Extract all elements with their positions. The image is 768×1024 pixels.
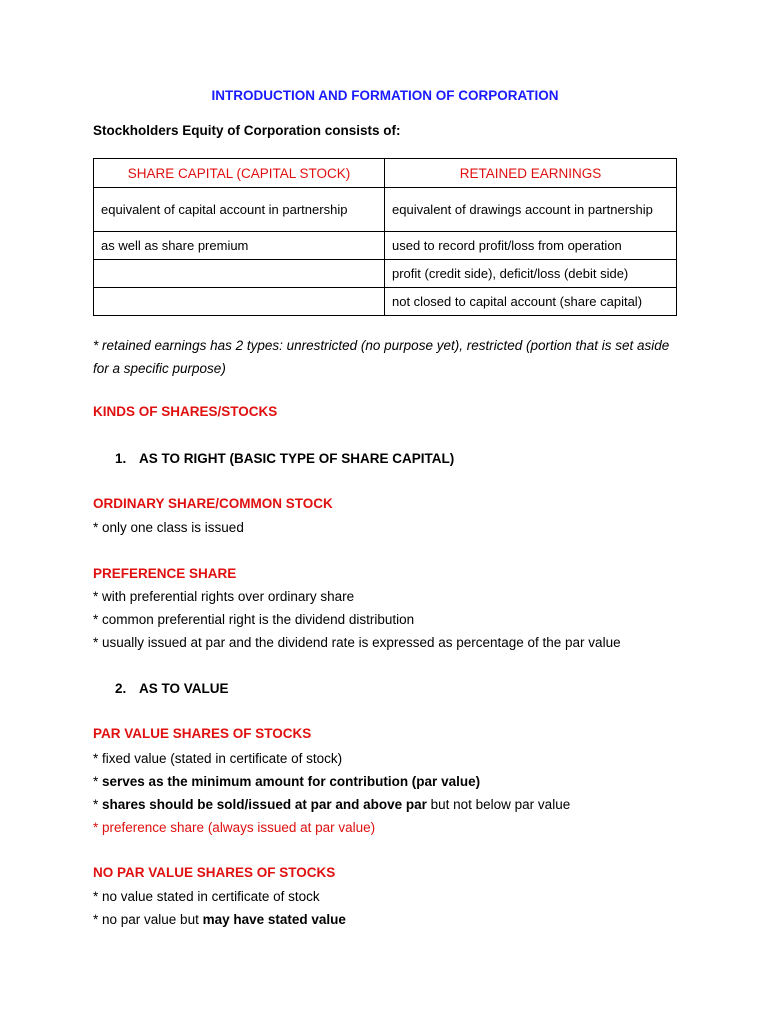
list-item — [93, 774, 480, 789]
kinds-heading: KINDS OF SHARES/STOCKS — [93, 404, 278, 419]
list-item: * no value stated in certificate of stock — [93, 889, 320, 904]
list-item: * only one class is issued — [93, 520, 244, 535]
table-cell: as well as share premium — [94, 232, 385, 260]
list-item: * preference share (always issued at par value) — [93, 820, 376, 835]
table-cell: equivalent of capital account in partnership — [94, 188, 385, 232]
table-cell: equivalent of drawings account in partnership — [385, 188, 677, 232]
table-row — [94, 232, 677, 260]
list-item — [93, 912, 346, 927]
table-row — [94, 288, 677, 316]
table-header-row — [94, 159, 677, 188]
section-title: AS TO RIGHT (BASIC TYPE OF SHARE CAPITAL) — [139, 451, 455, 466]
bullet-text: * — [93, 797, 103, 812]
bold-text: shares should be sold/issued at par and above par — [102, 797, 427, 812]
par-value-heading: PAR VALUE SHARES OF STOCKS — [93, 726, 312, 741]
list-item: * usually issued at par and the dividend rate is expressed as percentage of the par value — [93, 635, 621, 650]
bold-text: may have stated value — [202, 912, 346, 927]
section-number: 2. — [115, 681, 127, 696]
regular-text: but not below par value — [426, 797, 571, 812]
preference-heading: PREFERENCE SHARE — [93, 566, 237, 581]
table-cell: used to record profit/loss from operation — [385, 232, 677, 260]
bold-text: serves as the minimum amount for contribution (par value) — [102, 774, 481, 789]
table-cell — [94, 288, 385, 316]
list-item: * common preferential right is the dividend distribution — [93, 612, 415, 627]
equity-table — [93, 158, 677, 316]
section-1-heading — [115, 451, 454, 466]
table-cell: profit (credit side), deficit/loss (debit side) — [385, 260, 677, 288]
section-2-heading — [115, 681, 229, 696]
header-retained-earnings: RETAINED EARNINGS — [385, 159, 677, 188]
list-item — [93, 797, 570, 812]
no-par-value-heading: NO PAR VALUE SHARES OF STOCKS — [93, 865, 336, 880]
ordinary-heading: ORDINARY SHARE/COMMON STOCK — [93, 496, 333, 511]
header-share-capital: SHARE CAPITAL (CAPITAL STOCK) — [94, 159, 385, 188]
list-item: * with preferential rights over ordinary share — [93, 589, 355, 604]
list-item: * fixed value (stated in certificate of stock) — [93, 751, 343, 766]
section-title: AS TO VALUE — [139, 681, 229, 696]
bullet-text: * — [93, 774, 103, 789]
table-cell — [94, 260, 385, 288]
intro-text: Stockholders Equity of Corporation consists of: — [93, 123, 401, 138]
document-title: INTRODUCTION AND FORMATION OF CORPORATION — [211, 88, 559, 103]
table-cell: not closed to capital account (share capital) — [385, 288, 677, 316]
retained-earnings-note: * retained earnings has 2 types: unrestricted (no purpose yet), restricted (portion that is set aside for a specific purpose) — [93, 338, 670, 376]
regular-text: * no par value but — [93, 912, 203, 927]
section-number: 1. — [115, 451, 127, 466]
table-row — [94, 188, 677, 232]
table-row — [94, 260, 677, 288]
